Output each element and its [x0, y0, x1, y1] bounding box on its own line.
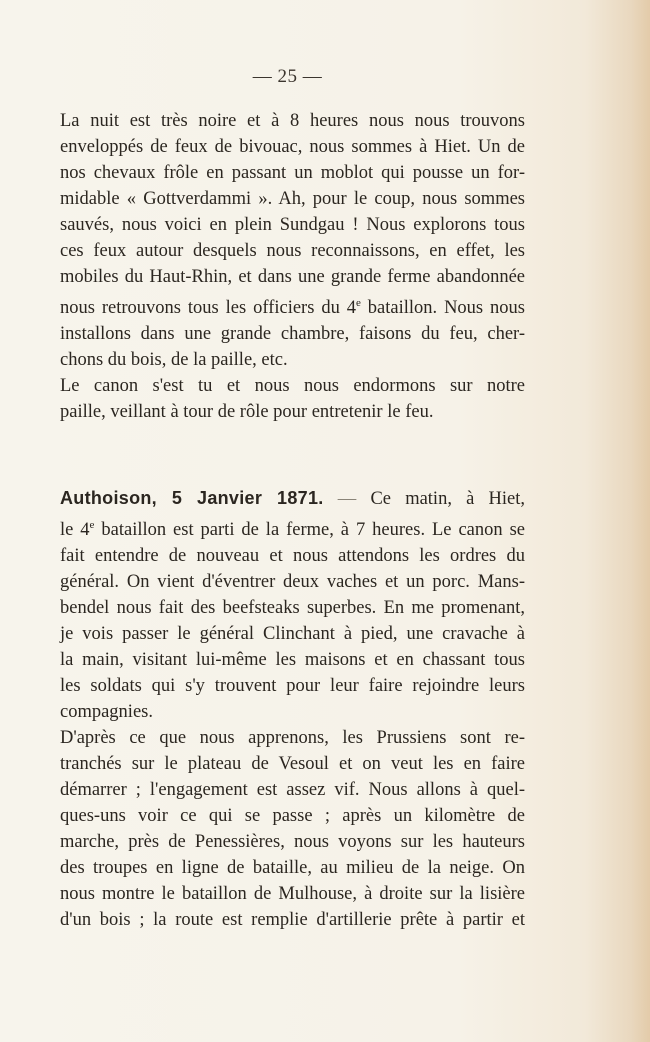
text-line: démarrer ; l'engagement est assez vif. Nous allons à quel-	[60, 780, 525, 801]
text-line: ques-uns voir ce qui se passe ; après un kilomètre de	[60, 806, 525, 827]
text-line: D'après ce que nous apprenons, les Prussiens sont re-	[60, 728, 525, 749]
section-gap	[60, 425, 525, 485]
text-line: la main, visitant lui-même les maisons et en chassant tous	[60, 650, 525, 671]
text-line: le 4e bataillon est parti de la ferme, à 7 heures. Le canon se	[60, 519, 525, 541]
text-line: les soldats qui s'y trouvent pour leur faire rejoindre leurs	[60, 676, 525, 697]
entry-dash: —	[323, 489, 371, 510]
text-line: La nuit est très noire et à 8 heures nous nous trouvons	[60, 111, 525, 131]
entry-heading: Authoison, 5 Janvier 1871.	[60, 488, 324, 509]
text-line: nos chevaux frôle en passant un moblot qui pousse un for-	[60, 163, 525, 183]
text-line: général. On vient d'éventrer deux vaches et un porc. Mans-	[60, 572, 525, 593]
text-line: compagnies.	[60, 702, 153, 723]
text-line: marche, près de Penessières, nous voyons sur les hauteurs	[60, 832, 525, 853]
page-number: — 25 —	[252, 66, 323, 87]
text-line: je vois passer le général Clinchant à pied, une cravache à	[60, 624, 525, 645]
text-block	[60, 108, 525, 933]
text-line: mobiles du Haut-Rhin, et dans une grande ferme abandonnée	[60, 267, 525, 287]
text-line: sauvés, nous voici en plein Sundgau ! Nous explorons tous	[60, 215, 525, 235]
text-line: enveloppés de feux de bivouac, nous sommes à Hiet. Un de	[60, 137, 525, 157]
paragraph-2	[60, 373, 525, 425]
paragraph-3	[60, 485, 525, 725]
text-line: fait entendre de nouveau et nous attendons les ordres du	[60, 546, 525, 567]
text-line: chons du bois, de la paille, etc.	[60, 350, 288, 371]
text-line: nous retrouvons tous les officiers du 4e bataillon. Nous nous	[60, 297, 525, 319]
text-line: paille, veillant à tour de rôle pour entretenir le feu.	[60, 402, 434, 423]
text-line: d'un bois ; la route est remplie d'artillerie prête à partir et	[60, 910, 525, 931]
text-line: des troupes en ligne de bataille, au milieu de la neige. On	[60, 858, 525, 879]
entry-first-line	[60, 485, 525, 512]
text-line: tranchés sur le plateau de Vesoul et on veut les en faire	[60, 754, 525, 775]
text-line: midable « Gottverdammi ». Ah, pour le coup, nous sommes	[60, 189, 525, 209]
paragraph-4	[60, 725, 525, 933]
paragraph-1	[60, 108, 525, 373]
text-line: installons dans une grande chambre, faisons du feu, cher-	[60, 324, 525, 345]
entry-first-text: Ce matin, à Hiet,	[370, 489, 526, 510]
text-line: Le canon s'est tu et nous nous endormons sur notre	[60, 376, 525, 397]
text-line: ces feux autour desquels nous reconnaissons, en effet, les	[60, 241, 525, 261]
text-line: bendel nous fait des beefsteaks superbes. En me promenant,	[60, 598, 525, 619]
text-line: nous montre le bataillon de Mulhouse, à droite sur la lisière	[60, 884, 525, 905]
